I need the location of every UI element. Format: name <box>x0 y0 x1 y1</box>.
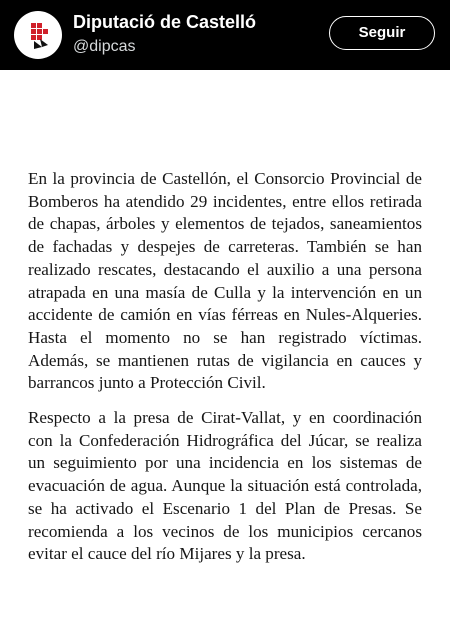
account-handle[interactable]: @dipcas <box>73 38 136 55</box>
account-name[interactable]: Diputació de Castelló <box>73 12 257 32</box>
paragraph-2: Respecto a la presa de Cirat-Vallat, y en coordinación con la Confederación Hidrográfica del Júcar, se realiza un seguimiento por una incidencia en los sistemas de evacuación de agua. Aunque la situación está controlada, se ha activado el Escenario 1 del Plan de Presas. Se recomienda a los vecinos de los municipios cercanos evitar el cauce del río Mijares y la presa. <box>28 408 422 564</box>
post-image-text <box>28 168 422 578</box>
diputacio-logo-icon <box>14 11 62 59</box>
avatar[interactable] <box>14 11 62 59</box>
paragraph-1: En la provincia de Castellón, el Consorcio Provincial de Bomberos ha atendido 29 incidentes, entre ellos retirada de chapas, árboles y elementos de tejados, saneamientos de fachadas y despejes de carreteras. También se han realizado rescates, destacando el auxilio a una persona atrapada en una masía de Culla y la intervención en un accidente de camión en vías férreas en Nules-Alqueries. Hasta el momento no se han registrado víctimas. Además, se mantienen rutas de vigilancia en cauces y barrancos junto a Protección Civil. <box>28 169 422 393</box>
follow-button[interactable]: Seguir <box>329 16 435 50</box>
post-header <box>0 0 450 70</box>
